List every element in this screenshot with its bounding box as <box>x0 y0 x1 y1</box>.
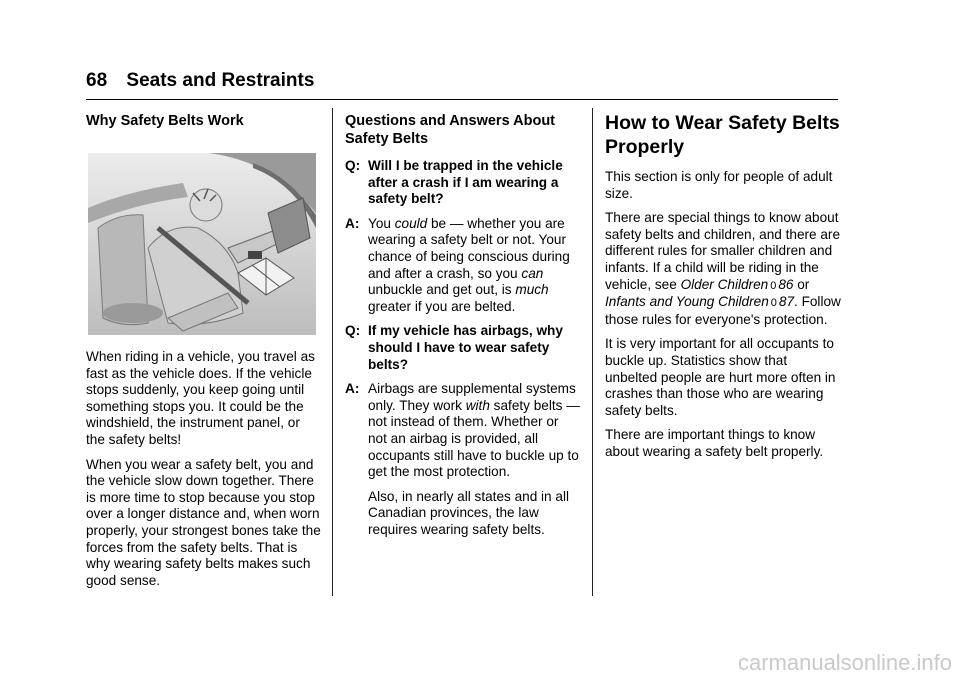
page-ref-87[interactable]: 87 <box>778 294 795 310</box>
emphasis-much: much <box>515 282 549 298</box>
text-part: There are special things to know about safety belts and children, and there are different rules for smaller children and infants. If a child will be riding in the vehicle, see <box>605 210 841 292</box>
section-title: Seats and Restraints <box>126 70 315 91</box>
answer-text-part: Airbags are supplemental systems only. They work <box>368 381 576 413</box>
page-header <box>86 70 314 92</box>
column-2 <box>345 106 580 554</box>
answer-paragraph <box>368 381 580 481</box>
answer-text <box>368 216 580 316</box>
paragraph-children <box>605 210 843 328</box>
paragraph-adult-size: This section is only for people of adult size. <box>605 169 833 201</box>
heading-questions-and-answers: Questions and Answers About Safety Belts <box>345 113 556 147</box>
answer-text-part: You <box>368 215 395 231</box>
answer-paragraph-law: Also, in nearly all states and in all Canadian provinces, the law requires wearing safety belts. <box>368 488 569 537</box>
answer-text-part: be — whether you are wearing a safety belt or not. Your chance of being conscious during and after a crash, so you <box>368 215 570 281</box>
answer-text-part: safety belts — not instead of them. Whether or not an airbag is provided, all occupants still have to buckle up to get the most protection. <box>368 397 580 480</box>
column-3 <box>605 106 843 469</box>
paragraph-travel-speed: When riding in a vehicle, you travel as fast as the vehicle does. If the vehicle stops suddenly, you keep going until something stops you. It could be the windshield, the instrument panel, or the safety belts! <box>86 349 315 447</box>
link-infants-young-children[interactable]: Infants and Young Children <box>605 294 769 310</box>
text-part: . Follow those rules for everyone's protection. <box>605 294 841 327</box>
answer-2 <box>345 381 580 546</box>
heading-why-safety-belts-work: Why Safety Belts Work <box>86 113 244 129</box>
answer-1 <box>345 216 580 316</box>
page-ref-icon: 0 <box>770 279 777 292</box>
paragraph-important-things: There are important things to know about wearing a safety belt properly. <box>605 427 824 459</box>
question-tag: Q: <box>345 323 361 339</box>
page-number: 68 <box>86 70 108 91</box>
column-divider-1 <box>332 108 333 596</box>
column-1 <box>86 106 322 597</box>
emphasis-with: with <box>465 397 490 413</box>
question-1 <box>345 158 580 208</box>
header-rule <box>86 99 838 100</box>
question-tag: Q: <box>345 158 361 173</box>
text-part: or <box>793 276 810 292</box>
paragraph-slow-down-together: When you wear a safety belt, you and the vehicle slow down together. There is more time to stop because you stop over a longer distance and, when worn properly, your strongest bones take the forces from the safety belts. That is why wearing safety belts makes such good sense. <box>86 456 321 588</box>
question-text: If my vehicle has airbags, why should I have to wear safety belts? <box>368 323 563 372</box>
column-divider-2 <box>592 108 593 596</box>
emphasis-can: can <box>521 265 544 281</box>
answer-body <box>368 381 580 546</box>
crash-test-dummy-illustration <box>88 153 316 335</box>
page-ref-86[interactable]: 86 <box>778 276 794 292</box>
page-ref-icon: 0 <box>770 297 777 310</box>
link-older-children[interactable]: Older Children <box>680 276 769 292</box>
emphasis-could: could <box>394 215 428 231</box>
answer-tag: A: <box>345 381 360 397</box>
answer-tag: A: <box>345 215 360 231</box>
question-text: Will I be trapped in the vehicle after a crash if I am wearing a safety belt? <box>368 158 563 207</box>
watermark: carmanualsonline.info <box>737 650 952 675</box>
answer-text-part: greater if you are belted. <box>368 298 516 314</box>
heading-how-to-wear-safety-belts: How to Wear Safety Belts Properly <box>605 112 840 158</box>
paragraph-buckle-up: It is very important for all occupants to buckle up. Statistics show that unbelted people are hurt more often in crashes than those who are wearing safety belts. <box>605 336 836 418</box>
question-2 <box>345 323 580 373</box>
answer-text-part: unbuckle and get out, is <box>368 282 516 298</box>
